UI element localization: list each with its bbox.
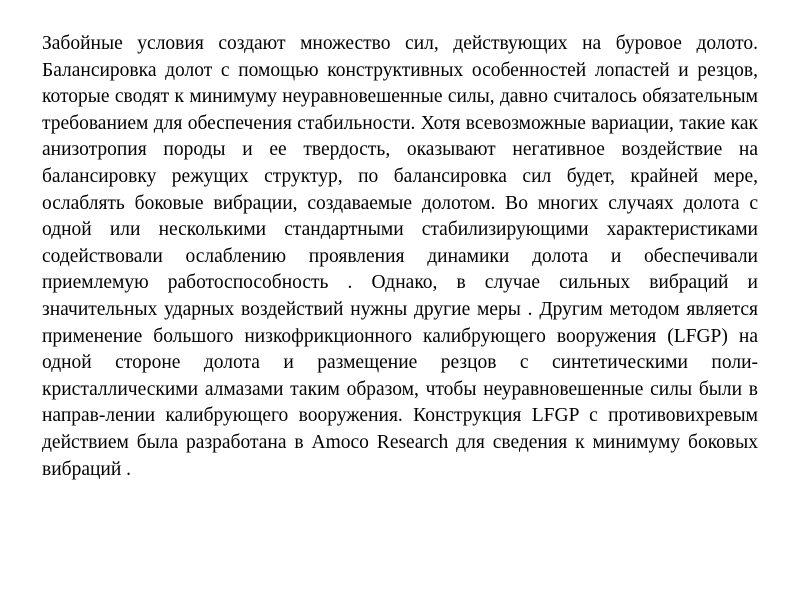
body-paragraph: Забойные условия создают множество сил, действующих на буровое долото. Балансировка долот с помощью конструктивных особенностей лопастей и резцов, которые сводят к минимуму неуравновешенные силы, давно считалось обязательным требованием для обеспечения стабильности. Хотя всевозможные вариации, такие как анизотропия породы и ее твердость, оказывают негативное воздействие на балансировку режущих структур, по балансировка сил будет, крайней мере, ослаблять боковые вибрации, создаваемые долотом. Во многих случаях долота с одной или несколькими стандартными стабилизирующими характеристиками содействовали ослаблению проявления динамики долота и обеспечивали приемлемую работоспособность . Однако, в случае сильных вибраций и значительных ударных воздействий нужны другие меры . Другим методом является применение большого низкофрикционного калибрующего вооружения (LFGP) на одной стороне долота и размещение резцов с синтетическими поли-кристаллическими алмазами таким образом, чтобы неуравновешенные силы были в направ-лении калибрующего вооружения. Конструкция LFGP с противовихревым действием была разработана в Amoco Research для сведения к минимуму боковых вибраций . [42,33,758,480]
